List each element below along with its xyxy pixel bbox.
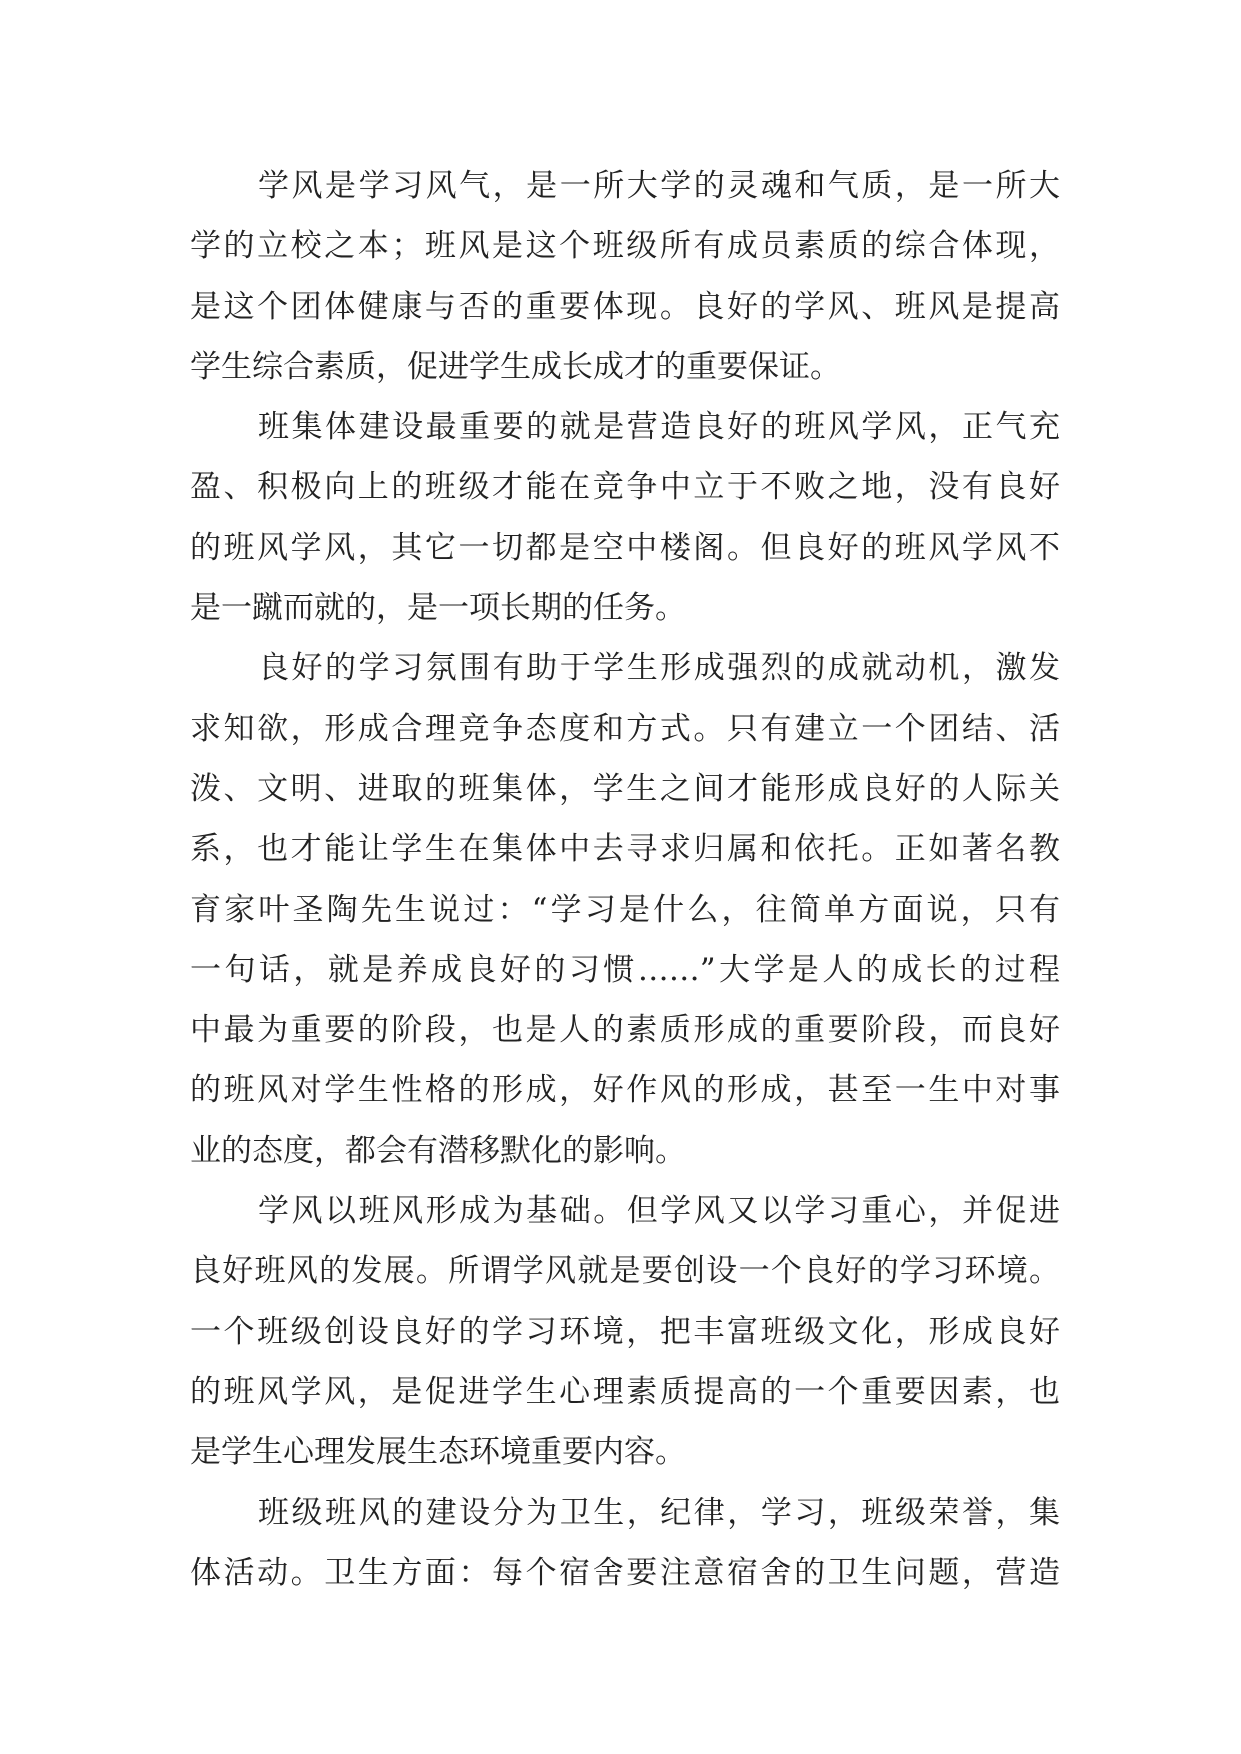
text-line: 系，也才能让学生在集体中去寻求归属和依托。正如著名教 (190, 831, 1060, 868)
text-line: 学的立校之本；班风是这个班级所有成员素质的综合体现， (190, 228, 1060, 265)
text-line: 良好的学习氛围有助于学生形成强烈的成就动机，激发 (258, 650, 1060, 687)
text-line: 业的态度，都会有潜移默化的影响。 (190, 1132, 686, 1169)
paragraph-1 (190, 156, 1060, 397)
paragraph-3 (190, 638, 1060, 1181)
text-line: 一句话，就是养成良好的习惯……”大学是人的成长的过程 (190, 951, 1060, 988)
text-line: 学风以班风形成为基础。但学风又以学习重心，并促进 (258, 1193, 1060, 1230)
text-line: 一个班级创设良好的学习环境，把丰富班级文化，形成良好 (190, 1313, 1060, 1350)
text-line: 求知欲，形成合理竞争态度和方式。只有建立一个团结、活 (190, 710, 1060, 747)
text-line: 的班风对学生性格的形成，好作风的形成，甚至一生中对事 (190, 1072, 1060, 1109)
text-line: 是这个团体健康与否的重要体现。良好的学风、班风是提高 (190, 288, 1060, 325)
text-line: 体活动。卫生方面：每个宿舍要注意宿舍的卫生问题，营造 (190, 1554, 1060, 1591)
text-line: 中最为重要的阶段，也是人的素质形成的重要阶段，而良好 (190, 1012, 1060, 1049)
text-line: 良好班风的发展。所谓学风就是要创设一个良好的学习环境。 (190, 1253, 1060, 1290)
paragraph-4 (190, 1181, 1060, 1482)
text-line: 泼、文明、进取的班集体，学生之间才能形成良好的人际关 (190, 770, 1060, 807)
paragraph-2 (190, 397, 1060, 638)
text-line: 的班风学风，是促进学生心理素质提高的一个重要因素，也 (190, 1373, 1060, 1410)
text-line: 是一蹴而就的，是一项长期的任务。 (190, 590, 686, 627)
text-line: 学生综合素质，促进学生成长成才的重要保证。 (190, 348, 841, 385)
text-line: 班级班风的建设分为卫生，纪律，学习，班级荣誉，集 (258, 1494, 1060, 1531)
text-line: 育家叶圣陶先生说过：“学习是什么，往简单方面说，只有 (190, 891, 1060, 928)
text-line: 学风是学习风气，是一所大学的灵魂和气质，是一所大 (258, 168, 1060, 204)
text-line: 班集体建设最重要的就是营造良好的班风学风，正气充 (258, 409, 1060, 446)
text-line: 盈、积极向上的班级才能在竞争中立于不败之地，没有良好 (190, 469, 1060, 506)
paragraph-5 (190, 1483, 1060, 1604)
text-line: 的班风学风，其它一切都是空中楼阁。但良好的班风学风不 (190, 529, 1060, 566)
document-body (190, 156, 1060, 1603)
text-line: 是学生心理发展生态环境重要内容。 (190, 1434, 686, 1471)
